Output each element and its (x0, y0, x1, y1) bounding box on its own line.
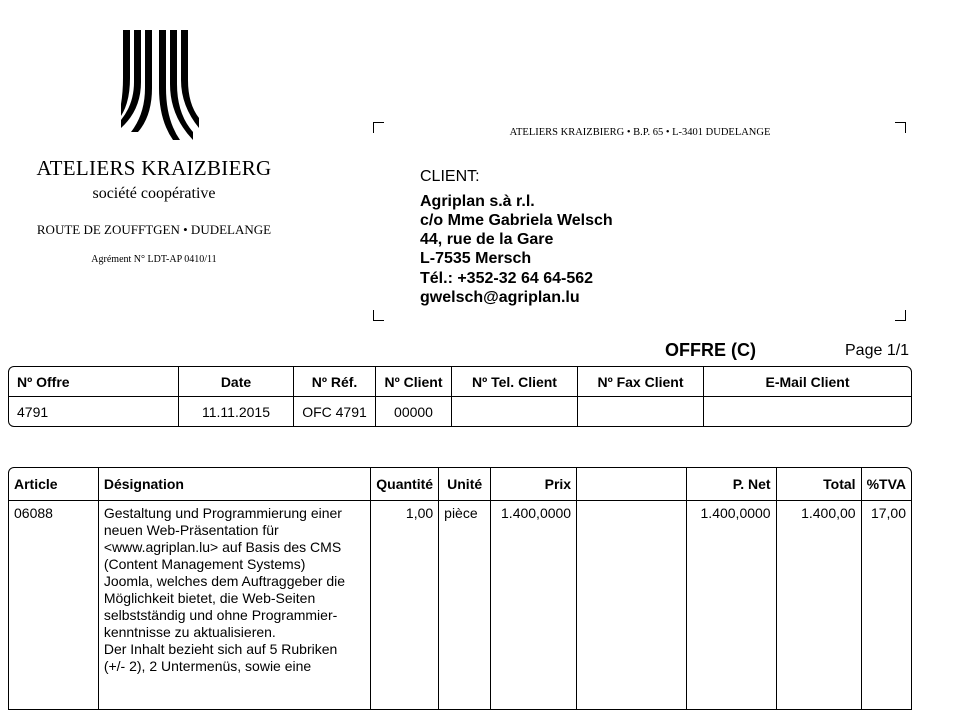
window-corner-bottom-left (373, 310, 384, 321)
date-value: 11.11.2015 (179, 397, 294, 426)
total-cell: 1.400,00 (777, 501, 862, 709)
designation-line: (+/- 2), 2 Untermenüs, sowie eine (103, 658, 312, 674)
designation-cell (99, 501, 371, 709)
company-subtitle: société coopérative (92, 185, 216, 202)
header-quantite: Quantité (371, 468, 439, 501)
client-no-value: 00000 (376, 397, 452, 426)
designation-line: Gestaltung und Programmierung einer (103, 505, 342, 521)
tel-client-value (452, 397, 578, 426)
unite-cell: pièce (439, 501, 491, 709)
header-p-net: P. Net (687, 468, 777, 501)
offre-no-value: 4791 (9, 397, 179, 426)
p-net-cell: 1.400,0000 (687, 501, 777, 709)
header-email-client: E-Mail Client (704, 367, 911, 397)
header-blank (577, 468, 687, 501)
designation-line: <www.agriplan.lu> auf Basis des CMS (103, 539, 342, 555)
quantite-cell: 1,00 (371, 501, 439, 709)
designation-line: Möglichkeit bietet, die Web-Seiten (103, 590, 316, 606)
client-line-street: 44, rue de la Gare (420, 231, 554, 248)
prix-cell: 1.400,0000 (491, 501, 577, 709)
page-number: Page 1/1 (845, 342, 910, 359)
header-tva: %TVA (862, 468, 911, 501)
table-row (9, 501, 911, 709)
designation-line: (Content Management Systems) (103, 556, 306, 572)
client-label: CLIENT: (420, 168, 480, 185)
header-article: Article (9, 468, 99, 501)
designation-line: Joomla, welches dem Auftraggeber die (103, 573, 346, 589)
header-ref-no: Nº Réf. (294, 367, 376, 397)
header-offre-no: Nº Offre (9, 367, 179, 397)
company-address: ROUTE DE ZOUFFTGEN • DUDELANGE (36, 222, 272, 237)
designation-line: selbstständig und ohne Programmier- (103, 607, 338, 623)
designation-line: Der Inhalt bezieht sich auf 5 Rubriken (103, 641, 338, 657)
header-unite: Unité (439, 468, 491, 501)
fax-client-value (578, 397, 704, 426)
designation-line: kenntnisse zu aktualisieren. (103, 624, 276, 640)
tva-cell: 17,00 (870, 505, 906, 521)
designation-line: neuen Web-Präsentation für (103, 522, 279, 538)
client-line-name: Agriplan s.à r.l. (420, 193, 535, 210)
client-line-city: L-7535 Mersch (420, 250, 532, 267)
header-date: Date (179, 367, 294, 397)
header-tel-client: Nº Tel. Client (452, 367, 578, 397)
sender-line: ATELIERS KRAIZBIERG • B.P. 65 • L-3401 DUDELANGE (509, 127, 771, 138)
window-corner-bottom-right (895, 310, 906, 321)
client-line-email[interactable]: gwelsch@agriplan.lu (420, 289, 580, 306)
client-line-phone: Tél.: +352-32 64 64-562 (420, 270, 594, 287)
company-agrement: Agrément N° LDT-AP 0410/11 (91, 254, 217, 265)
blank-cell (577, 501, 687, 709)
document-title: OFFRE (C) (665, 340, 756, 360)
client-line-contact: c/o Mme Gabriela Welsch (420, 212, 613, 229)
company-logo (121, 30, 199, 148)
company-name: ATELIERS KRAIZBIERG (36, 156, 272, 180)
offer-info-table (8, 366, 912, 427)
header-client-no: Nº Client (376, 367, 452, 397)
header-designation: Désignation (99, 468, 371, 501)
email-client-value (704, 397, 911, 426)
info-value-row (9, 397, 911, 426)
header-fax-client: Nº Fax Client (578, 367, 704, 397)
info-header-row (9, 367, 911, 397)
ref-no-value: OFC 4791 (294, 397, 376, 426)
header-prix: Prix (491, 468, 577, 501)
header-total: Total (777, 468, 862, 501)
offer-lines-table (8, 467, 912, 710)
article-cell: 06088 (9, 501, 99, 709)
lines-header-row (9, 468, 911, 501)
